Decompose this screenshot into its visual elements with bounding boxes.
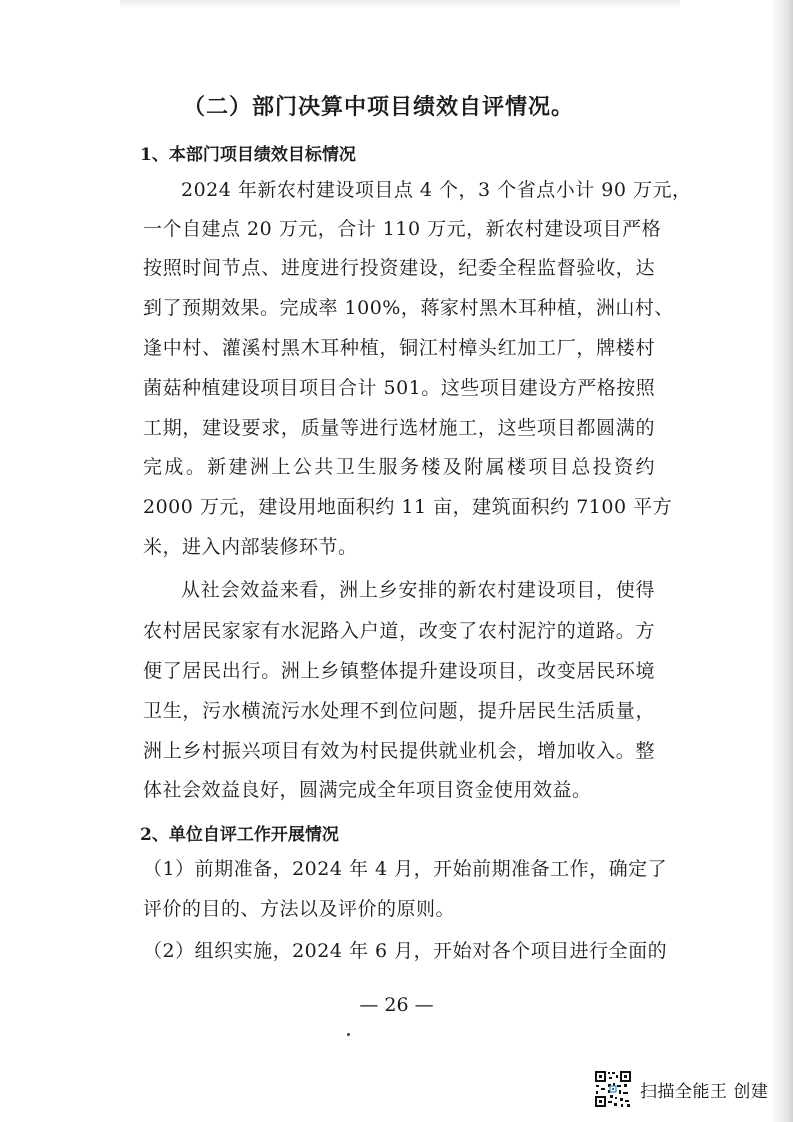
paragraph-line: （1）前期准备，2024 年 4 月，开始前期准备工作，确定了 [143,858,668,880]
paragraph-line: 评价的目的、方法以及评价的原则。 [143,898,456,920]
paragraph-line: 体社会效益良好，圆满完成全年项目资金使用效益。 [143,779,592,801]
paragraph-line: 按照时间节点、进度进行投资建设，纪委全程监督验收，达 [143,257,655,279]
scanner-watermark [594,1066,768,1112]
qr-code-graphic [594,1070,632,1108]
paragraph-line: 农村居民家家有水泥路入户道，改变了农村泥泞的道路。方 [143,620,655,642]
qr-code-icon [594,1070,632,1108]
subheading-2: 2、单位自评工作开展情况 [140,825,339,845]
paragraph-line: （2）组织实施，2024 年 6 月，开始对各个项目进行全面的 [143,940,668,962]
paragraph-line: 完成。新建洲上公共卫生服务楼及附属楼项目总投资约 [143,456,655,478]
subheading-1: 1、本部门项目绩效目标情况 [140,145,356,165]
scan-speck [347,1033,350,1036]
paragraph-line: 一个自建点 20 万元，合计 110 万元，新农村建设项目严格 [143,218,662,240]
watermark-text: 扫描全能王 创建 [640,1081,769,1102]
paragraph-line: 卫生，污水横流污水处理不到位问题，提升居民生活质量， [143,700,655,722]
paragraph-line: 洲上乡村振兴项目有效为村民提供就业机会，增加收入。整 [143,740,655,762]
paragraph-line: 2000 万元，建设用地面积约 11 亩，建筑面积约 7100 平方 [143,496,673,518]
paragraph-line: 2024 年新农村建设项目点 4 个，3 个省点小计 90 万元， [181,179,692,201]
paragraph-line: 米，进入内部装修环节。 [143,536,358,558]
paragraph-line: 到了预期效果。完成率 100%，蒋家村黑木耳种植，洲山村、 [143,297,674,319]
scan-edge-shadow [771,0,793,1122]
page-number: — 26 — [359,994,434,1016]
paragraph-line: 工期，建设要求，质量等进行选材施工，这些项目都圆满的 [143,417,655,439]
paragraph-line: 菌菇种植建设项目项目合计 501。这些项目建设方严格按照 [143,377,656,399]
paragraph-line: 从社会效益来看，洲上乡安排的新农村建设项目，使得 [181,579,655,601]
paragraph-line: 便了居民出行。洲上乡镇整体提升建设项目，改变居民环境 [143,660,655,682]
paragraph-line: 逢中村、灌溪村黑木耳种植，铜江村樟头红加工厂，牌楼村 [143,337,655,359]
section-heading: （二）部门决算中项目绩效自评情况。 [183,94,575,120]
scan-smudge [120,0,680,8]
